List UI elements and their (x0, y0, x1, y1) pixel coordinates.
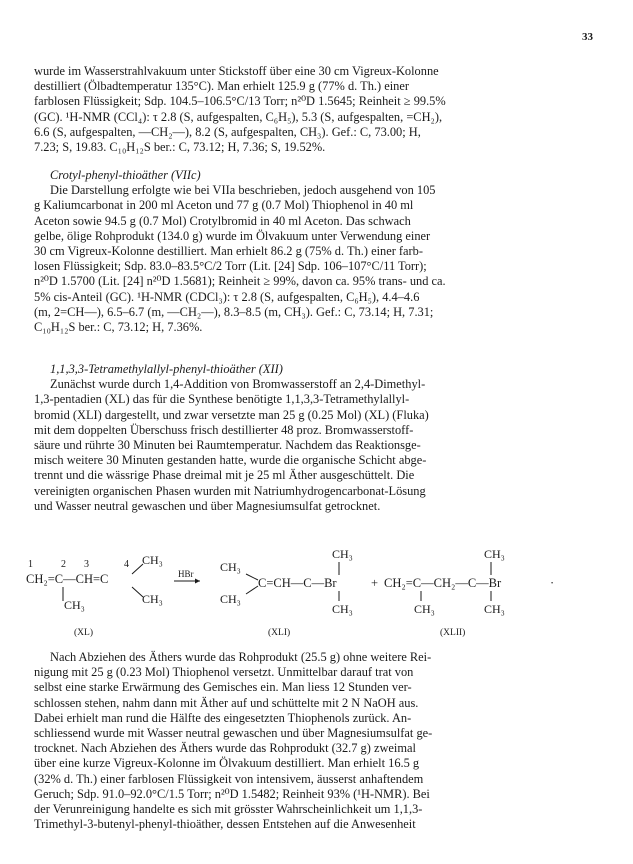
xl-methyl-down-right: CH₃ (142, 592, 163, 606)
text-line: nigung mit 25 g (0.23 Mol) Thiophenol versetzt. Unmittelbar darauf trat von (34, 665, 414, 680)
paragraph-distillation-result (34, 64, 594, 155)
text-line: Aceton sowie 94.5 g (0.7 Mol) Crotylbromid in 40 ml Aceton. Das schwach (34, 213, 411, 228)
text-line: (32% d. Th.) einer farblosen Flüssigkeit von intensivem, äusserst anhaftendem (34, 771, 424, 786)
text-line: farblosen Flüssigkeit; Sdp. 104.5–106.5°C/13 Torr; n²⁰D 1.5645; Reinheit ≥ 99.5% (34, 94, 446, 109)
text-line: Geruch; Sdp. 91.0–92.0°C/1.5 Torr; n²⁰D 1.5482; Reinheit 93% (¹H-NMR). Bei (34, 786, 430, 801)
text-line: der Verunreinigung handelte es sich mit grösster Wahrscheinlichkeit um 1,1,3- (34, 802, 423, 817)
text-line: über eine kurze Vigreux-Kolonne im Ölvakuum destilliert. Man erhielt 16.5 g (34, 756, 420, 771)
reaction-scheme (20, 543, 620, 645)
page-number: 33 (582, 31, 593, 43)
compound-label-xl: (XL) (74, 628, 93, 638)
text-line: mit dem doppelten Überschuss frisch destillierter 48 proz. Bromwasserstoff- (34, 422, 414, 437)
xli-methyl-top: CH₃ (220, 560, 241, 574)
xl-methyl-up: CH₃ (142, 553, 163, 567)
text-line: 7.23; S, 19.83. C₁₀H₁₂S ber.: C, 73.12; H, 7.36; S, 19.52%. (34, 140, 326, 155)
text-line: (m, 2=CH—), 6.5–6.7 (m, —CH₂—), 8.3–8.5 (m, CH₃). Gef.: C, 73.14; H, 7.31; (34, 304, 434, 319)
text-line: losen Flüssigkeit; Sdp. 83.0–83.5°C/2 Torr (Lit. [24] Sdp. 106–107°C/11 Torr); (34, 259, 427, 274)
xlii-main-chain: CH₂=C—CH₂—C—Br (384, 576, 502, 590)
text-line: C₁₀H₁₂S ber.: C, 73.12; H, 7.36%. (34, 320, 203, 335)
text-line: trocknet. Nach Abziehen des Äthers wurde das Rohprodukt (32.7 g) zweimal (34, 741, 416, 756)
text-line: säure und rührte 30 Minuten bei Raumtemperatur. Nachdem das Reaktionsge- (34, 438, 421, 453)
text-line: trennt und die wässrige Phase dreimal mit je 25 ml Äther ausgeschüttelt. Die (34, 468, 415, 483)
xli-methyl-down: CH₃ (332, 602, 353, 616)
text-line: Nach Abziehen des Äthers wurde das Rohprodukt (25.5 g) ohne weitere Rei- (50, 650, 432, 664)
text-line: 30 cm Vigreux-Kolonne destilliert. Man erhielt 86.2 g (75% d. Th.) einer farb- (34, 244, 423, 259)
compound-label-xli: (XLI) (268, 628, 291, 638)
xli-methyl-up: CH₃ (332, 547, 353, 561)
text-line: schlossen stehen, nahm dann mit Äther auf und schüttelte mit 2 N NaOH aus. (34, 695, 419, 710)
paragraph-workup (34, 650, 594, 832)
section-heading-crotyl: Crotyl-phenyl-thioäther (VIIc) (50, 168, 201, 182)
text-line: und Wasser neutral gewaschen und über Magnesiumsulfat getrocknet. (34, 498, 381, 513)
compound-label-xlii: (XLII) (440, 628, 466, 638)
xl-methyl-down-left: CH₃ (64, 598, 85, 612)
section-tetramethylallyl (34, 362, 594, 514)
atom-number: 1 (28, 559, 33, 570)
arrow-head-icon (195, 579, 200, 584)
text-line: g Kaliumcarbonat in 200 ml Aceton und 77 g (0.7 Mol) Thiophenol in 40 ml (34, 198, 414, 213)
scheme-dot: · (550, 576, 555, 590)
text-line: n²⁰D 1.5700 (Lit. [24] n²⁰D 1.5681); Reinheit ≥ 99%, davon ca. 95% trans- und ca. (34, 274, 446, 289)
text-line: wurde im Wasserstrahlvakuum unter Stickstoff über eine 30 cm Vigreux-Kolonne (34, 64, 439, 78)
plus-sign: + (371, 576, 379, 590)
section-crotyl (34, 168, 594, 335)
xli-methyl-bottom: CH₃ (220, 592, 241, 606)
atom-number: 3 (84, 559, 89, 570)
atom-number: 2 (61, 559, 66, 570)
text-line: (GC). ¹H-NMR (CCl₄): τ 2.8 (S, aufgespalten, C₆H₅), 5.3 (S, aufgespalten, =CH₂), (34, 109, 443, 124)
text-line: vereinigten organischen Phasen wurden mit Natriumhydrogencarbonat-Lösung (34, 483, 426, 498)
text-line: selbst eine starke Erwärmung des Gemisches ein. Man liess 12 Stunden ver- (34, 680, 412, 695)
text-line: destilliert (Ölbadtemperatur 135°C). Man erhielt 125.9 g (77% d. Th.) einer (34, 79, 409, 94)
text-line: Trimethyl-3-butenyl-phenyl-thioäther, dessen Entstehen auf die Anwesenheit (34, 817, 416, 832)
text-line: 5% cis-Anteil (GC). ¹H-NMR (CDCl₃): τ 2.8 (S, aufgespalten, C₆H₅), 4.4–4.6 (34, 289, 420, 304)
xlii-methyl-down-right: CH₃ (484, 602, 505, 616)
text-line: schliessend wurde mit Wasser neutral gewaschen und über Magnesiumsulfat ge- (34, 726, 433, 741)
reagent-label: HBr (178, 569, 194, 579)
text-line: Zunächst wurde durch 1,4-Addition von Bromwasserstoff an 2,4-Dimethyl- (50, 377, 426, 392)
text-line: 1,3-pentadien (XL) das für die Synthese benötigte 1,1,3,3-Tetramethylallyl- (34, 392, 410, 407)
text-line: misch weitere 30 Minuten gestanden hatte, wurde die organische Schicht abge- (34, 453, 427, 468)
xli-bond-bottom (246, 586, 258, 594)
text-line: bromid (XLI) dargestellt, und zwar versetzte man 25 g (0.25 Mol) (XL) (Fluka) (34, 407, 429, 422)
xli-bond-top (246, 574, 258, 580)
text-line: Dabei erhielt man rund die Hälfte des eingesetzten Thiophenols zurück. An- (34, 710, 412, 725)
text-line: 6.6 (S, aufgespalten, —CH₂—), 8.2 (S, aufgespalten, CH₃). Gef.: C, 73.00; H, (34, 124, 421, 139)
atom-number: 4 (124, 559, 129, 570)
xlii-methyl-down-left: CH₃ (414, 602, 435, 616)
section-heading-tetramethylallyl: 1,1,3,3-Tetramethylallyl-phenyl-thioäther (XII) (50, 362, 283, 376)
xl-main-chain: CH₂=C—CH=C (26, 572, 109, 586)
text-line: Die Darstellung erfolgte wie bei VIIa beschrieben, jedoch ausgehend von 105 (50, 183, 436, 198)
xl-bond-up (132, 564, 143, 574)
xlii-methyl-up: CH₃ (484, 547, 505, 561)
text-line: gelbe, ölige Rohprodukt (134.0 g) wurde im Ölvakuum unter Verwendung einer (34, 228, 431, 243)
xli-main-chain: C=CH—C—Br (258, 576, 337, 590)
